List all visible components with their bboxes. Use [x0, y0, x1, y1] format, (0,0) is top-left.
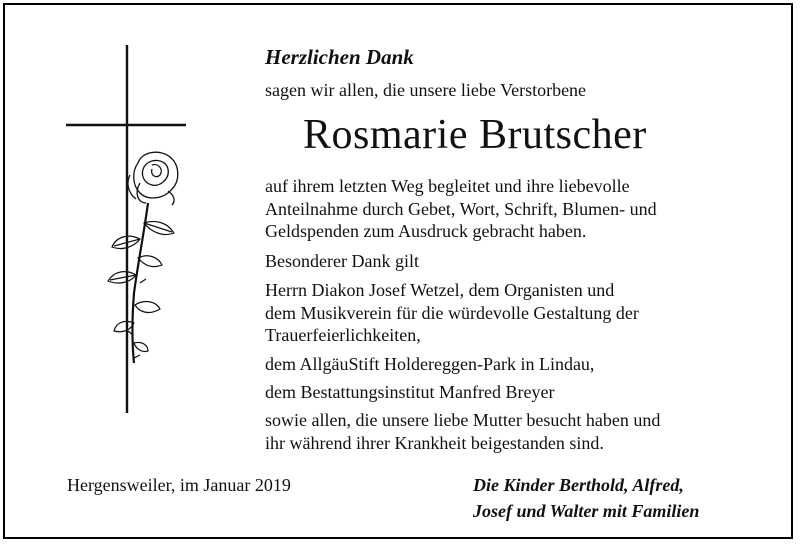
intro-line: sagen wir allen, die unsere liebe Verstorbene [265, 80, 587, 100]
signature-line: Josef und Walter mit Familien [473, 501, 700, 521]
stift-line: dem AllgäuStift Holdereggen-Park in Lindau, [265, 354, 595, 374]
signature-line: Die Kinder Berthold, Alfred, [473, 475, 684, 495]
closing-paragraph [265, 409, 660, 454]
paragraph-line: Anteilnahme durch Gebet, Wort, Schrift, Blumen- und [265, 198, 657, 219]
signature-block [473, 472, 699, 524]
paragraph-line: Geldspenden zum Ausdruck gebracht haben. [265, 221, 587, 241]
bestattung-line: dem Bestattungsinstitut Manfred Breyer [265, 382, 555, 402]
paragraph-line: dem Musikverein für die würdevolle Gestaltung der [265, 302, 639, 323]
paragraph-line: ihr während ihrer Krankheit beigestanden sind. [265, 432, 604, 453]
cross-with-rose-icon [60, 43, 190, 423]
thanks-paragraph [265, 175, 657, 243]
special-thanks-line: Besonderer Dank gilt [265, 251, 419, 271]
paragraph-line: auf ihrem letzten Weg begleitet und ihre liebevolle [265, 176, 630, 196]
thanks-recipients-paragraph [265, 279, 639, 347]
place-date: Hergensweiler, im Januar 2019 [67, 475, 291, 495]
paragraph-line: Trauerfeierlichkeiten, [265, 325, 421, 345]
notice-heading: Herzlichen Dank [265, 45, 414, 69]
paragraph-line: sowie allen, die unsere liebe Mutter besucht haben und [265, 410, 661, 430]
obituary-notice [3, 3, 793, 539]
paragraph-line: Herrn Diakon Josef Wetzel, dem Organisten und [265, 280, 615, 300]
deceased-name: Rosmarie Brutscher [303, 112, 647, 158]
